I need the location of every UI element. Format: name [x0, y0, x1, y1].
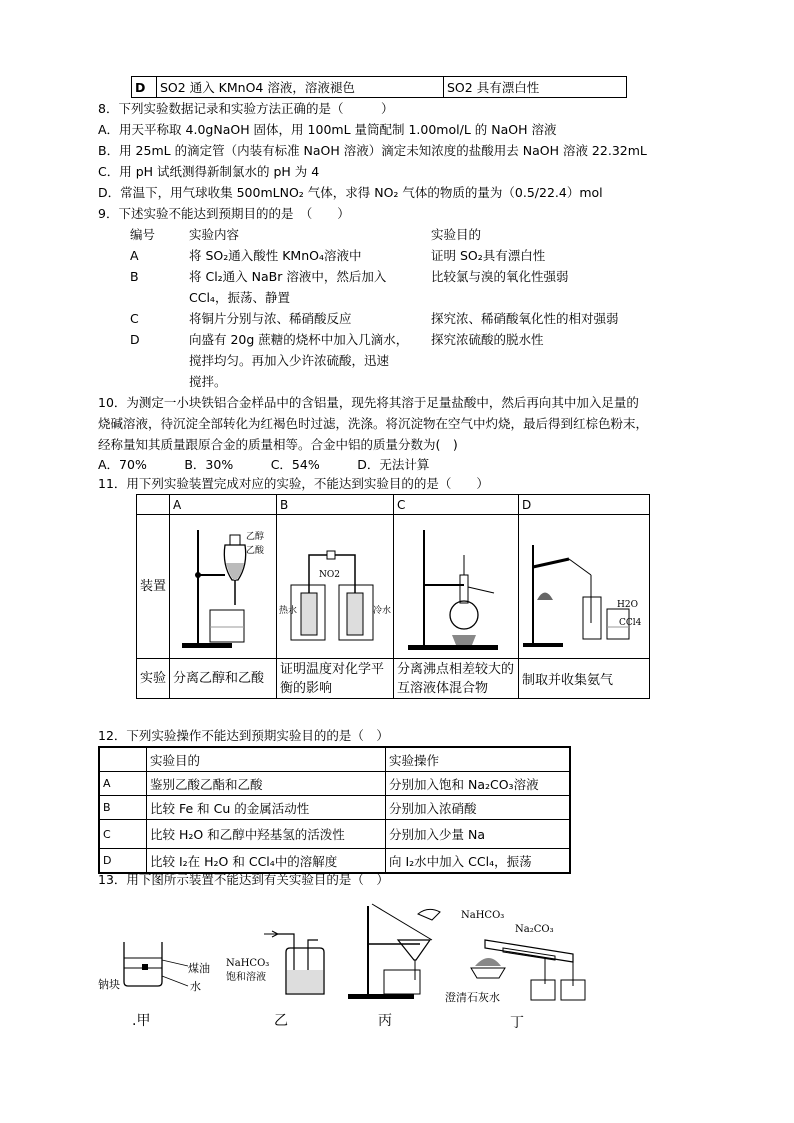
- q12-row-c-purpose: 比较 H₂O 和乙醇中羟基氢的活泼性: [147, 820, 386, 849]
- q11-exp-b: 证明温度对化学平衡的影响: [277, 659, 394, 699]
- q12-row-b-id: B: [99, 796, 147, 820]
- label-hot-water: 热水: [279, 606, 298, 616]
- label-kerosene: 煤油: [188, 962, 210, 975]
- q8-option-d: D．常温下，用气球收集 500mLNO₂ 气体，求得 NO₂ 气体的物质的量为（0.5/22.4）mol: [98, 185, 603, 200]
- q11-table: [136, 494, 650, 699]
- table-row: [137, 515, 650, 659]
- label-ethanol: 乙醇: [246, 532, 265, 542]
- q10-options: A．70% B．30% C．54% D．无法计算: [98, 457, 430, 472]
- label-sodium: 钠块: [98, 978, 120, 991]
- q12-row-a-id: A: [99, 772, 147, 796]
- table-row: [99, 747, 570, 772]
- row-conclusion: SO2 具有漂白性: [444, 77, 627, 98]
- q11-col-a: A: [170, 495, 277, 515]
- table-row: [99, 820, 570, 849]
- q8-option-b: B．用 25mL 的滴定管（内装有标准 NaOH 溶液）滴定未知浓度的盐酸用去 NaOH 溶液 22.32mL: [98, 143, 647, 158]
- label-limewater: 澄清石灰水: [445, 991, 500, 1004]
- q13-stem: 13．用下图所示装置不能达到有关实验目的是（ ）: [98, 872, 389, 887]
- label-no2: NO2: [319, 570, 340, 580]
- q12-header-purpose: 实验目的: [147, 747, 386, 772]
- table-row: [99, 772, 570, 796]
- q9-row-b-id: B: [130, 269, 139, 284]
- label-nahco3: NaHCO₃: [226, 958, 270, 969]
- q12-row-c-id: C: [99, 820, 147, 849]
- caption-ding: 丁: [510, 1015, 524, 1031]
- q11-exp-c: 分离沸点相差较大的互溶液体混合物: [394, 659, 519, 699]
- q9-row-d-id: D: [130, 332, 140, 347]
- q12-row-c-operation: 分别加入少量 Na: [386, 820, 571, 849]
- label-water: H2O: [617, 600, 638, 610]
- q9-row-d-purpose: 探究浓硫酸的脱水性: [431, 332, 544, 347]
- row-content: SO2 通入 KMnO4 溶液，溶液褪色: [157, 77, 444, 98]
- table-row: [137, 659, 650, 699]
- q9-header-id: 编号: [130, 227, 156, 242]
- q9-row-c-content: 将铜片分别与浓、稀硝酸反应: [189, 311, 352, 326]
- label-acetic-acid: 乙酸: [246, 546, 265, 556]
- q9-stem: 9．下述实验不能达到预期目的的是 （ ）: [98, 206, 350, 221]
- caption-yi: 乙: [274, 1013, 288, 1029]
- label-t-na2co3: Na₂CO₃: [515, 924, 554, 935]
- q11-col-c: C: [394, 495, 519, 515]
- q9-header-purpose: 实验目的: [431, 227, 482, 242]
- q11-col-d: D: [519, 495, 650, 515]
- label-t-nahco3: NaHCO₃: [461, 910, 505, 921]
- q12-table: [98, 746, 571, 874]
- q12-row-d-purpose: 比较 I₂在 H₂O 和 CCl₄中的溶解度: [147, 849, 386, 874]
- caption-bing: 丙: [378, 1013, 392, 1029]
- q11-exp-a: 分离乙醇和乙酸: [170, 659, 277, 699]
- q12-row-a-purpose: 鉴别乙酸乙酯和乙酸: [147, 772, 386, 796]
- no2-equilibrium-figure: [277, 515, 392, 655]
- gas-washing-bottle-figure: [226, 918, 336, 1000]
- q8-stem: 8．下列实验数据记录和实验方法正确的是（ ）: [98, 101, 394, 116]
- q12-header-operation: 实验操作: [386, 747, 571, 772]
- table-row: [132, 77, 627, 98]
- q12-row-b-operation: 分别加入浓硝酸: [386, 796, 571, 820]
- q11-stem: 11．用下列实验装置完成对应的实验，不能达到实验目的的是（ ）: [98, 476, 489, 491]
- q9-row-a-purpose: 证明 SO₂具有漂白性: [431, 248, 546, 263]
- q10-line3: 经称量知其质量跟原合金的质量相等。合金中铝的质量分数为( ): [98, 437, 458, 452]
- label-saturated: 饱和溶液: [226, 972, 266, 983]
- ammonia-prep-figure: [519, 515, 645, 655]
- q11-col-b: B: [277, 495, 394, 515]
- q9-row-d-content: 向盛有 20g 蔗糖的烧杯中加入几滴水，: [189, 332, 409, 347]
- q11-row-apparatus: 装置: [137, 515, 170, 659]
- q12-row-a-operation: 分别加入饱和 Na₂CO₃溶液: [386, 772, 571, 796]
- q9-row-d-content2: 搅拌均匀。再加入少许浓硫酸，迅速: [189, 353, 390, 368]
- table-row: [99, 796, 570, 820]
- q11-row-experiment: 实验: [137, 659, 170, 699]
- distillation-figure: [394, 515, 512, 655]
- q10-line2: 烧碱溶液，待沉淀全部转化为红褐色时过滤，洗涤。将沉淀物在空气中灼烧，最后得到红棕色粉末，: [98, 416, 649, 431]
- prev-question-table: [131, 76, 627, 98]
- filtration-figure: [340, 900, 450, 1004]
- carbonate-heating-figure: [445, 906, 595, 1006]
- q9-header-content: 实验内容: [189, 227, 240, 242]
- q8-option-c: C．用 pH 试纸测得新制氯水的 pH 为 4: [98, 164, 320, 179]
- q9-row-c-id: C: [130, 311, 139, 326]
- row-label: D: [132, 77, 157, 98]
- q9-row-a-content: 将 SO₂通入酸性 KMnO₄溶液中: [189, 248, 362, 263]
- q11-exp-d: 制取并收集氨气: [519, 659, 650, 699]
- caption-jia: .甲: [132, 1013, 151, 1029]
- sodium-kerosene-figure: [98, 930, 228, 1000]
- q10-line1: 10．为测定一小块铁铝合金样品中的含铝量，现先将其溶于足量盐酸中，然后再向其中加入足量的: [98, 395, 639, 410]
- q9-row-b-purpose: 比较氯与溴的氧化性强弱: [431, 269, 569, 284]
- q8-option-a: A．用天平称取 4.0gNaOH 固体，用 100mL 量筒配制 1.00mol/L 的 NaOH 溶液: [98, 122, 557, 137]
- label-water: 水: [190, 980, 201, 993]
- q9-row-d-content3: 搅拌。: [189, 374, 227, 389]
- label-ccl4: CCl4: [619, 618, 642, 628]
- q9-row-c-purpose: 探究浓、稀硝酸氧化性的相对强弱: [431, 311, 619, 326]
- q12-stem: 12．下列实验操作不能达到预期实验目的的是（ ）: [98, 728, 389, 743]
- q12-row-b-purpose: 比较 Fe 和 Cu 的金属活动性: [147, 796, 386, 820]
- q9-row-a-id: A: [130, 248, 139, 263]
- q12-row-d-operation: 向 I₂水中加入 CCl₄，振荡: [386, 849, 571, 874]
- q12-row-d-id: D: [99, 849, 147, 874]
- separatory-funnel-figure: [170, 515, 270, 655]
- q9-row-b-content: 将 Cl₂通入 NaBr 溶液中，然后加入: [189, 269, 387, 284]
- table-row: [137, 495, 650, 515]
- q9-row-b-content2: CCl₄，振荡、静置: [189, 290, 290, 305]
- label-cold-water: 冷水: [373, 606, 392, 616]
